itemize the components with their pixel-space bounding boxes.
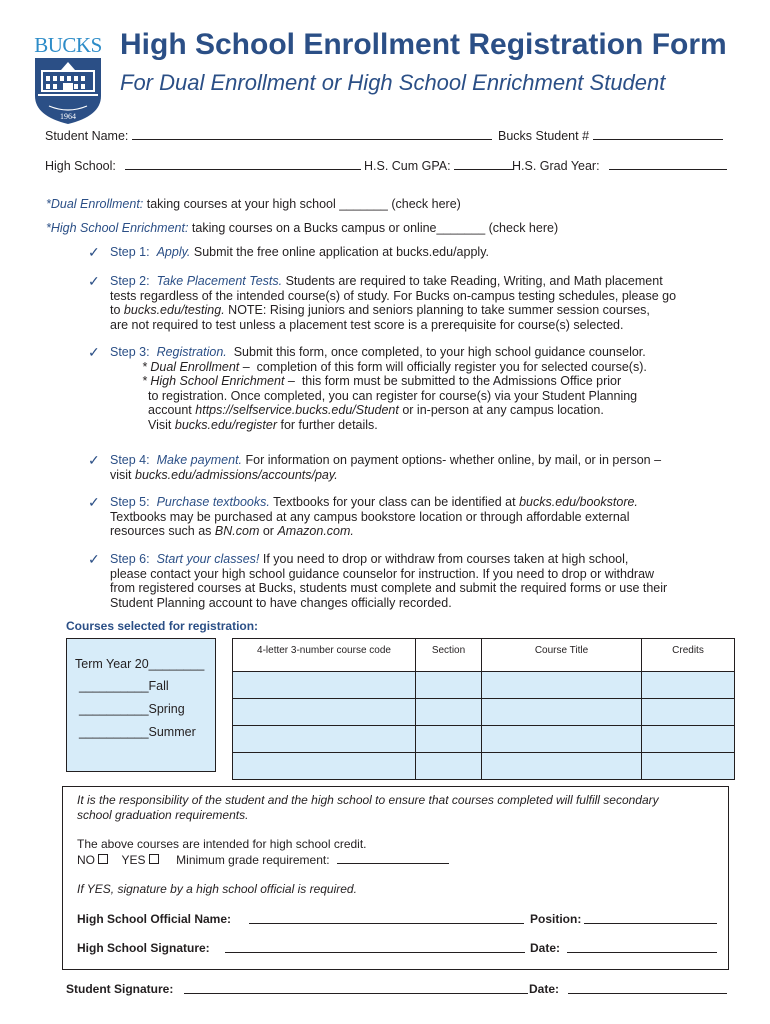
column-header: Credits [642, 639, 735, 672]
section-cell[interactable] [416, 726, 482, 753]
student-date-field[interactable] [568, 982, 727, 994]
step-2-text: are not required to test unless a placement test score is a prerequisite for course(s) selected. [110, 317, 624, 332]
step-3-enrich-label: * High School Enrichment – [142, 374, 295, 388]
checkmark-icon: ✓ [88, 551, 100, 567]
position-label: Position: [530, 912, 582, 926]
step-3-enrich-text: account [148, 403, 192, 417]
step-5-text: Textbooks may be purchased at any campus bookstore location or through affordable external [110, 509, 630, 524]
section-cell[interactable] [416, 672, 482, 699]
dual-enrollment-text[interactable]: taking courses at your high school _______ (check here) [146, 197, 461, 211]
course-title-cell[interactable] [482, 699, 642, 726]
step-3-dual-text: completion of this form will officially register you for selected course(s). [256, 359, 647, 374]
bn-link[interactable]: BN.com [214, 524, 260, 538]
course-title-cell[interactable] [482, 726, 642, 753]
course-code-cell[interactable] [233, 753, 416, 780]
logo-wordmark: BUCKS [34, 33, 102, 57]
spring-field[interactable]: __________Spring [79, 702, 185, 716]
responsibility-box [62, 786, 729, 970]
course-code-cell[interactable] [233, 726, 416, 753]
step-1 [90, 245, 710, 260]
step-2-text: Students are required to take Reading, Writing, and Math placement [285, 274, 663, 288]
student-signature-field[interactable] [184, 982, 528, 994]
step-4-text: visit [110, 467, 132, 482]
step-3-enrich-text: this form must be submitted to the Admissions Office prior [301, 374, 622, 388]
step-3-enrich-text: to registration. Once completed, you can register for course(s) via your Student Planning [148, 388, 638, 403]
table-row [233, 699, 735, 726]
student-signature-label: Student Signature: [66, 982, 174, 996]
credits-cell[interactable] [642, 672, 735, 699]
no-checkbox[interactable] [98, 854, 108, 864]
gpa-label: H.S. Cum GPA: [364, 159, 451, 173]
payment-link[interactable]: bucks.edu/admissions/accounts/pay. [135, 467, 338, 482]
credits-cell[interactable] [642, 726, 735, 753]
course-title-cell[interactable] [482, 672, 642, 699]
step-6-text: If you need to drop or withdraw from courses taken at high school, [262, 552, 629, 566]
bucks-student-label: Bucks Student # [498, 129, 590, 143]
term-box [66, 638, 216, 772]
student-name-field[interactable] [132, 128, 492, 140]
hs-date-field[interactable] [567, 941, 717, 953]
college-logo [33, 34, 103, 126]
step-5-label: Step 5: [110, 495, 150, 509]
step-3-dual-label: * Dual Enrollment – [142, 359, 250, 374]
yes-checkbox[interactable] [149, 854, 159, 864]
step-3-text: Submit this form, once completed, to your high school guidance counselor. [233, 345, 646, 359]
enrichment-text[interactable]: taking courses on a Bucks campus or online_______ (check here) [191, 221, 559, 235]
checkmark-icon: ✓ [88, 452, 100, 468]
enrichment-row [46, 221, 558, 235]
high-school-row [45, 158, 361, 173]
high-school-label: High School: [45, 159, 116, 173]
step-3-title: Registration. [156, 345, 227, 359]
hs-date-label: Date: [530, 941, 561, 955]
page-title: High School Enrollment Registration Form [120, 28, 727, 61]
checkmark-icon: ✓ [88, 494, 100, 510]
step-1-title: Apply. [156, 245, 191, 259]
step-4-title: Make payment. [156, 453, 243, 467]
min-grade-label: Minimum grade requirement: [176, 853, 330, 867]
credit-options [77, 852, 449, 867]
official-name-field[interactable] [249, 912, 524, 924]
fall-field[interactable]: __________Fall [79, 679, 169, 693]
step-4-text: For information on payment options- whether online, by mail, or in person – [245, 453, 662, 467]
step-2-text: tests regardless of the intended course(s) of study. For Bucks on-campus testing schedules, please go [110, 288, 677, 303]
no-label: NO [77, 853, 95, 867]
student-name-label: Student Name: [45, 129, 129, 143]
step-3-label: Step 3: [110, 345, 150, 359]
min-grade-field[interactable] [337, 852, 449, 864]
step-5-text: resources such as [110, 524, 212, 538]
step-6-text: Student Planning account to have changes officially recorded. [110, 595, 452, 610]
yes-label: YES [121, 853, 146, 867]
section-cell[interactable] [416, 753, 482, 780]
course-table [232, 638, 735, 780]
checkmark-icon: ✓ [88, 244, 100, 260]
student-name-row [45, 128, 492, 143]
high-school-field[interactable] [125, 158, 361, 170]
grad-year-row [512, 158, 727, 173]
column-header: Course Title [482, 639, 642, 672]
step-6-text: from registered courses at Bucks, students must complete and submit the required forms or use their [110, 581, 668, 595]
credits-cell[interactable] [642, 699, 735, 726]
hs-signature-label: High School Signature: [77, 941, 210, 955]
table-header-row [233, 639, 735, 672]
bucks-student-field[interactable] [593, 128, 723, 140]
if-yes-text: If YES, signature by a high school official is required. [77, 882, 357, 896]
column-header: 4-letter 3-number course code [233, 639, 416, 672]
gpa-row [364, 158, 514, 173]
page-subtitle: For Dual Enrollment or High School Enrichment Student [120, 70, 666, 95]
step-5-title: Purchase textbooks. [156, 495, 270, 509]
step-6-text: please contact your high school guidance counselor for instruction. If you need to drop or withdraw [110, 566, 655, 581]
step-3-enrich-text: for further details. [280, 417, 378, 432]
step-5-text: Textbooks for your class can be identified at [273, 495, 516, 509]
section-cell[interactable] [416, 699, 482, 726]
step-2-text: to [110, 303, 121, 317]
logo-year: 1964 [60, 112, 76, 121]
course-code-cell[interactable] [233, 672, 416, 699]
step-2-label: Step 2: [110, 274, 150, 288]
hs-signature-field[interactable] [225, 941, 525, 953]
dual-enrollment-row [46, 197, 461, 211]
position-field[interactable] [584, 912, 717, 924]
step-3 [90, 345, 710, 432]
step-2-text: NOTE: Rising juniors and seniors planning to take summer session courses, [228, 303, 650, 317]
credits-cell[interactable] [642, 753, 735, 780]
responsibility-text [77, 793, 659, 823]
course-title-cell[interactable] [482, 753, 642, 780]
step-3-enrich-text: or in-person at any campus location. [402, 403, 604, 417]
course-code-cell[interactable] [233, 699, 416, 726]
step-5-text: or [262, 524, 274, 538]
step-4-label: Step 4: [110, 453, 150, 467]
table-row [233, 726, 735, 753]
grad-year-label: H.S. Grad Year: [512, 159, 600, 173]
step-6-title: Start your classes! [156, 552, 260, 566]
dual-enrollment-label: *Dual Enrollment: [46, 197, 144, 211]
grad-year-field[interactable] [609, 158, 727, 170]
responsibility-line: school graduation requirements. [77, 808, 249, 822]
column-header: Section [416, 639, 482, 672]
bookstore-link[interactable]: bucks.edu/bookstore. [519, 495, 638, 509]
bucks-student-row [498, 128, 723, 143]
step-2-title: Take Placement Tests. [156, 274, 283, 288]
term-year-field[interactable]: Term Year 20________ [75, 657, 205, 671]
step-4 [90, 453, 710, 482]
step-3-enrich-text: Visit [148, 417, 172, 432]
table-row [233, 672, 735, 699]
step-1-label: Step 1: [110, 245, 150, 259]
step-6 [90, 552, 710, 610]
step-1-text: Submit the free online application at bucks.edu/apply. [193, 245, 489, 259]
summer-field[interactable]: __________Summer [79, 725, 196, 739]
step-2 [90, 274, 710, 332]
step-6-label: Step 6: [110, 552, 150, 566]
official-name-label: High School Official Name: [77, 912, 232, 926]
student-date-label: Date: [529, 982, 560, 996]
credit-text: The above courses are intended for high school credit. [77, 837, 367, 851]
checkmark-icon: ✓ [88, 273, 100, 289]
register-link[interactable]: bucks.edu/register [174, 417, 278, 432]
amazon-link[interactable]: Amazon.com. [277, 524, 354, 538]
testing-link[interactable]: bucks.edu/testing. [123, 303, 225, 317]
checkmark-icon: ✓ [88, 344, 100, 360]
courses-heading: Courses selected for registration: [66, 619, 259, 633]
enrichment-label: *High School Enrichment: [46, 221, 189, 235]
table-row [233, 753, 735, 780]
gpa-field[interactable] [454, 158, 514, 170]
step-5 [90, 495, 710, 539]
responsibility-line: It is the responsibility of the student and the high school to ensure that courses completed will fulfill secondary [77, 793, 659, 807]
selfservice-link[interactable]: https://selfservice.bucks.edu/Student [195, 403, 399, 417]
